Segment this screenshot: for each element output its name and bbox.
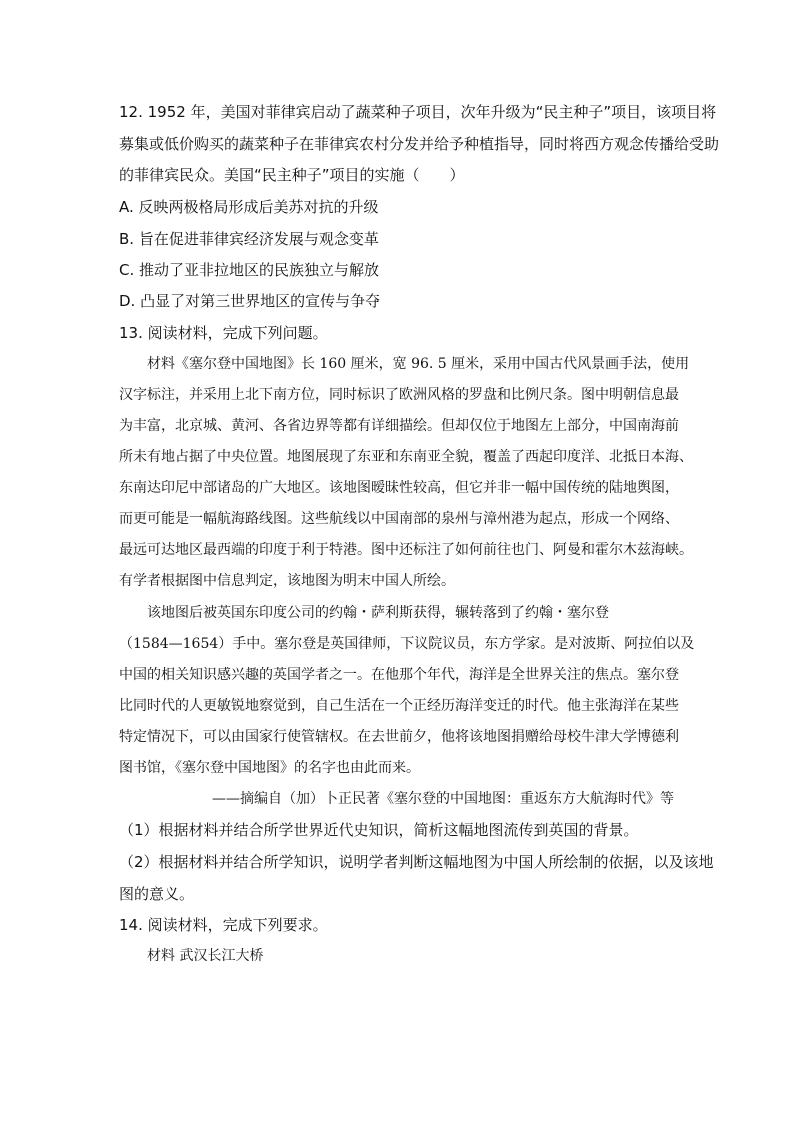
q13-material2-line-4: 比同时代的人更敏锐地察觉到，自己生活在一个正经历海洋变迁的时代。他主张海洋在某些	[119, 698, 679, 714]
q13-material2-line-5: 特定情况下，可以由国家行使管辖权。在去世前夕，他将该地图捐赠给母校牛津大学博德利	[119, 729, 679, 745]
q13-material1-line-7: 最远可达地区最西端的印度于利于特港。图中还标注了如何前往也门、阿曼和霍尔木兹海峡。	[119, 542, 693, 558]
q12-option-a: A. 反映两极格局形成后美苏对抗的升级	[119, 198, 379, 216]
q12-stem-line-3: 的菲律宾民众。美国“民主种子”项目的实施（ ）	[119, 166, 465, 184]
q13-material1-line-1: 材料《塞尔登中国地图》长 160 厘米，宽 96. 5 厘米，采用中国古代风景画手法，使用	[147, 356, 690, 372]
q12-stem-line-2: 募集或低价购买的蔬菜种子在菲律宾农村分发并给予种植指导，同时将西方观念传播给受助	[119, 135, 720, 153]
q13-material2-line-3: 中国的相关知识感兴趣的英国学者之一。在他那个年代，海洋是全世界关注的焦点。塞尔登	[119, 667, 679, 683]
q13-source-citation: ——摘编自（加）卜正民著《塞尔登的中国地图：重返东方大航海时代》等	[212, 791, 674, 807]
q13-material1-line-3: 为丰富，北京城、黄河、各省边界等都有详细描绘。但却仅位于地图左上部分，中国南海前	[119, 418, 679, 434]
q13-material1-line-4: 所未有地占据了中央位置。地图展现了东亚和东南亚全貌，覆盖了西起印度洋、北抵日本海、	[119, 449, 693, 465]
q13-material1-line-6: 而更可能是一幅航海路线图。这些航线以中国南部的泉州与漳州港为起点，形成一个网络、	[119, 511, 679, 527]
q14-material-label: 材料 武汉长江大桥	[147, 948, 264, 964]
q12-option-c: C. 推动了亚非拉地区的民族独立与解放	[119, 261, 380, 279]
q13-material1-line-8: 有学者根据图中信息判定，该地图为明末中国人所绘。	[119, 573, 455, 589]
q12-option-d: D. 凸显了对第三世界地区的宣传与争夺	[119, 292, 381, 310]
q13-subquestion-2-line-2: 图的意义。	[119, 885, 195, 903]
q13-material2-line-6: 图书馆，《塞尔登中国地图》的名字也由此而来。	[119, 760, 420, 776]
q13-material2-line-2: （1584—1654）手中。塞尔登是英国律师，下议院议员，东方学家。是对波斯、阿拉伯以及	[119, 636, 695, 652]
q13-material2-line-1: 该地图后被英国东印度公司的约翰・萨利斯获得，辗转落到了约翰・塞尔登	[147, 605, 609, 621]
q14-heading: 14. 阅读材料，完成下列要求。	[119, 916, 328, 934]
q13-subquestion-2-line-1: （2）根据材料并结合所学知识，说明学者判断这幅地图为中国人所绘制的依据，以及该地	[119, 853, 714, 871]
q12-stem-line-1: 12. 1952 年，美国对菲律宾启动了蔬菜种子项目，次年升级为“民主种子”项目，该项目将	[119, 103, 717, 121]
q13-heading: 13. 阅读材料，完成下列问题。	[119, 324, 328, 342]
q12-option-b: B. 旨在促进菲律宾经济发展与观念变革	[119, 230, 379, 248]
q13-subquestion-1: （1）根据材料并结合所学世界近代史知识，简析这幅地图流传到英国的背景。	[119, 821, 639, 839]
q13-material1-line-2: 汉字标注，并采用上北下南方位，同时标识了欧洲风格的罗盘和比例尺条。图中明朝信息最	[119, 387, 679, 403]
q13-material1-line-5: 东南达印尼中部诸岛的广大地区。该地图暧昧性较高，但它并非一幅中国传统的陆地舆图，	[119, 480, 679, 496]
